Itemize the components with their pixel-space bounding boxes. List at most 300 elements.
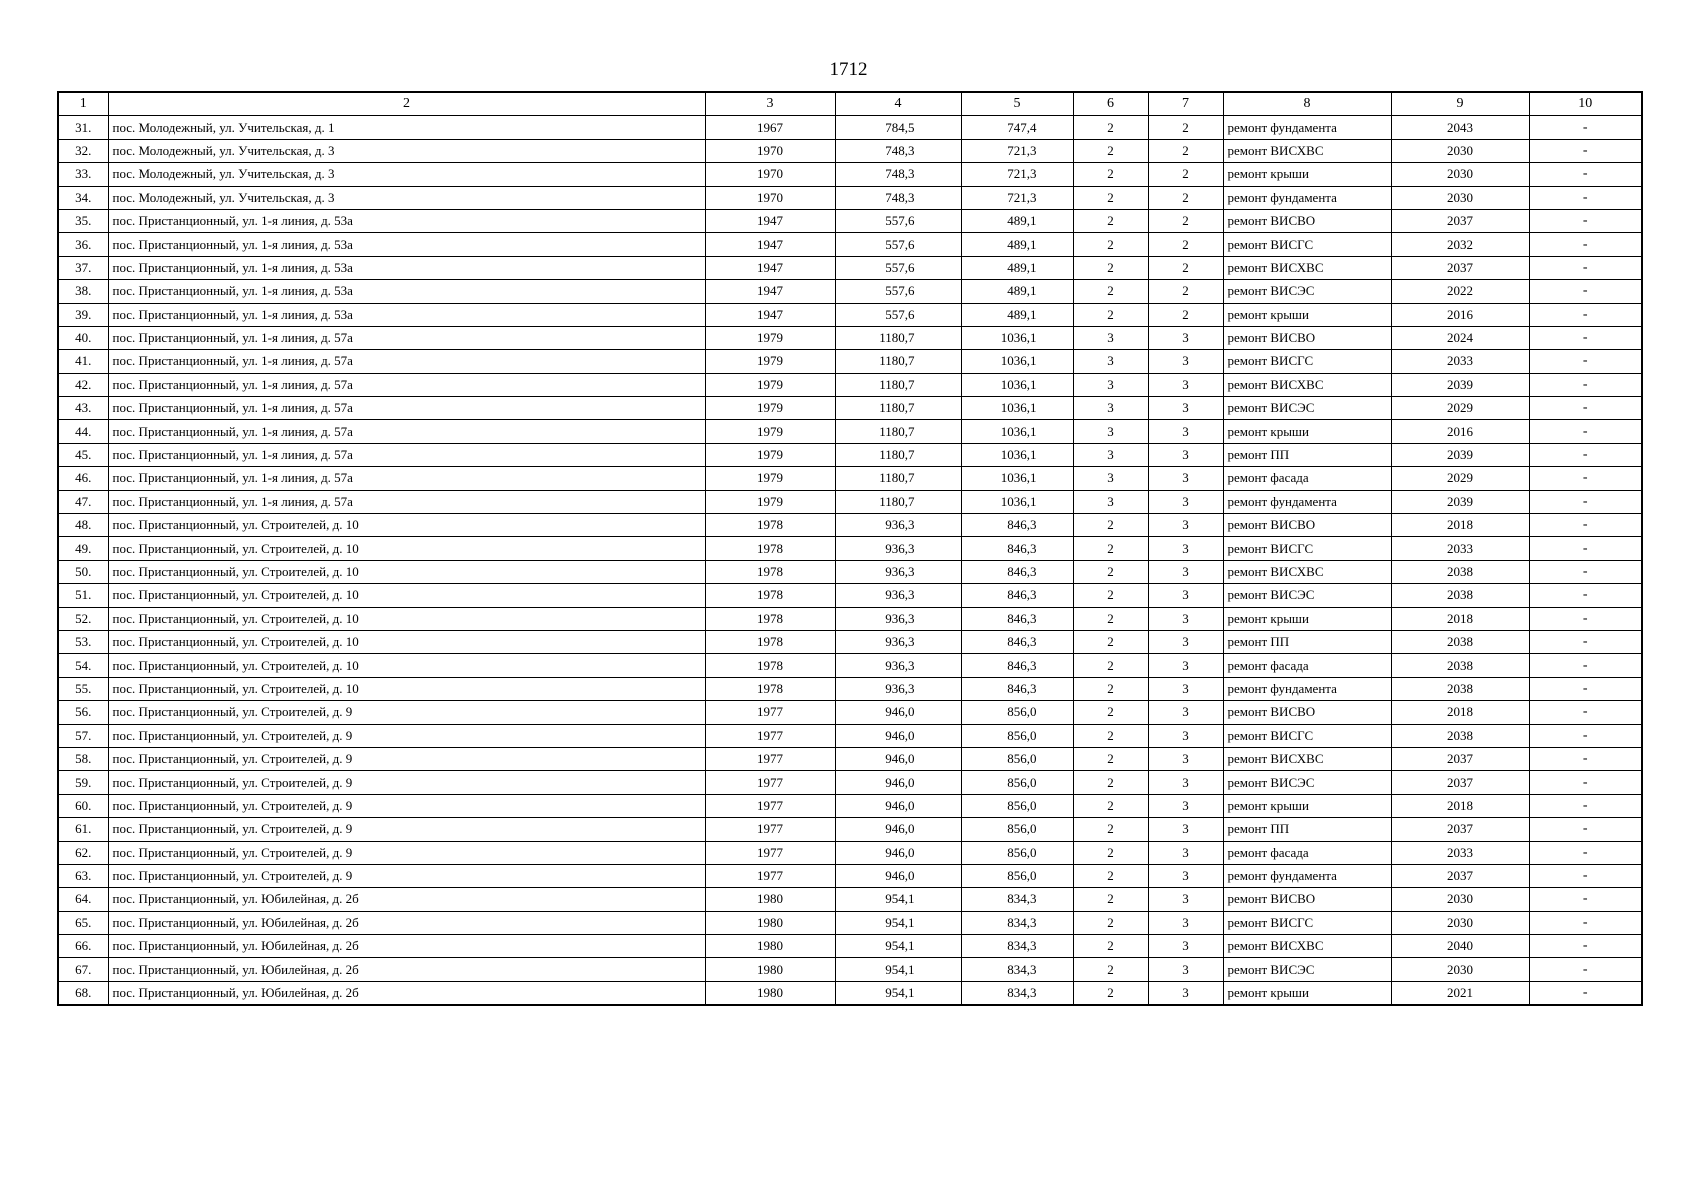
cell-repair-type: ремонт ВИСЭС [1223, 958, 1391, 981]
cell-floors: 2 [1073, 935, 1148, 958]
cell-note: - [1529, 818, 1642, 841]
cell-living-area: 1036,1 [961, 443, 1073, 466]
table-row [58, 186, 1642, 209]
cell-planned-year: 2037 [1391, 209, 1529, 232]
cell-entrances: 2 [1148, 303, 1223, 326]
cell-address: пос. Пристанционный, ул. Строителей, д. 10 [108, 630, 705, 653]
cell-row-number: 51. [58, 584, 108, 607]
cell-total-area: 557,6 [835, 233, 961, 256]
cell-note: - [1529, 443, 1642, 466]
column-header-6: 6 [1073, 92, 1148, 116]
cell-note: - [1529, 280, 1642, 303]
table-row [58, 514, 1642, 537]
table-row [58, 888, 1642, 911]
cell-floors: 2 [1073, 233, 1148, 256]
cell-floors: 2 [1073, 537, 1148, 560]
cell-total-area: 748,3 [835, 186, 961, 209]
cell-floors: 3 [1073, 397, 1148, 420]
cell-address: пос. Пристанционный, ул. 1-я линия, д. 53а [108, 280, 705, 303]
cell-row-number: 35. [58, 209, 108, 232]
cell-address: пос. Пристанционный, ул. Строителей, д. 10 [108, 584, 705, 607]
cell-entrances: 3 [1148, 630, 1223, 653]
cell-floors: 3 [1073, 326, 1148, 349]
cell-living-area: 846,3 [961, 607, 1073, 630]
cell-note: - [1529, 724, 1642, 747]
cell-living-area: 1036,1 [961, 397, 1073, 420]
cell-year-built: 1978 [705, 514, 835, 537]
cell-note: - [1529, 841, 1642, 864]
cell-living-area: 834,3 [961, 935, 1073, 958]
cell-repair-type: ремонт ВИСХВС [1223, 747, 1391, 770]
cell-total-area: 1180,7 [835, 490, 961, 513]
cell-repair-type: ремонт крыши [1223, 607, 1391, 630]
cell-repair-type: ремонт ВИСХВС [1223, 373, 1391, 396]
cell-entrances: 3 [1148, 350, 1223, 373]
cell-planned-year: 2037 [1391, 771, 1529, 794]
cell-year-built: 1979 [705, 373, 835, 396]
cell-entrances: 3 [1148, 935, 1223, 958]
cell-planned-year: 2030 [1391, 888, 1529, 911]
cell-address: пос. Пристанционный, ул. 1-я линия, д. 53а [108, 233, 705, 256]
cell-repair-type: ремонт фундамента [1223, 186, 1391, 209]
cell-entrances: 3 [1148, 771, 1223, 794]
cell-entrances: 3 [1148, 701, 1223, 724]
cell-entrances: 3 [1148, 864, 1223, 887]
cell-repair-type: ремонт ВИСЭС [1223, 584, 1391, 607]
page-number: 1712 [829, 59, 868, 80]
cell-total-area: 936,3 [835, 584, 961, 607]
cell-address: пос. Пристанционный, ул. 1-я линия, д. 57а [108, 397, 705, 420]
table-row [58, 958, 1642, 981]
cell-total-area: 557,6 [835, 303, 961, 326]
cell-address: пос. Пристанционный, ул. Строителей, д. 10 [108, 560, 705, 583]
table-row [58, 537, 1642, 560]
cell-total-area: 557,6 [835, 209, 961, 232]
cell-living-area: 856,0 [961, 747, 1073, 770]
cell-address: пос. Пристанционный, ул. Строителей, д. 9 [108, 724, 705, 747]
table-row [58, 771, 1642, 794]
cell-note: - [1529, 116, 1642, 139]
column-header-9: 9 [1391, 92, 1529, 116]
table-row [58, 864, 1642, 887]
cell-repair-type: ремонт ВИСЭС [1223, 397, 1391, 420]
cell-row-number: 36. [58, 233, 108, 256]
cell-row-number: 38. [58, 280, 108, 303]
cell-address: пос. Пристанционный, ул. Юбилейная, д. 2б [108, 981, 705, 1005]
cell-year-built: 1977 [705, 818, 835, 841]
cell-planned-year: 2030 [1391, 186, 1529, 209]
cell-floors: 2 [1073, 560, 1148, 583]
cell-total-area: 946,0 [835, 747, 961, 770]
cell-planned-year: 2038 [1391, 654, 1529, 677]
cell-address: пос. Пристанционный, ул. Юбилейная, д. 2б [108, 888, 705, 911]
table-body [58, 116, 1642, 1005]
cell-total-area: 1180,7 [835, 326, 961, 349]
cell-planned-year: 2037 [1391, 818, 1529, 841]
cell-living-area: 846,3 [961, 677, 1073, 700]
cell-total-area: 1180,7 [835, 373, 961, 396]
cell-living-area: 856,0 [961, 864, 1073, 887]
cell-floors: 2 [1073, 514, 1148, 537]
cell-note: - [1529, 233, 1642, 256]
cell-repair-type: ремонт ВИСВО [1223, 209, 1391, 232]
cell-row-number: 40. [58, 326, 108, 349]
cell-repair-type: ремонт ПП [1223, 443, 1391, 466]
cell-floors: 2 [1073, 186, 1148, 209]
cell-total-area: 954,1 [835, 935, 961, 958]
table-row [58, 209, 1642, 232]
cell-note: - [1529, 864, 1642, 887]
cell-row-number: 49. [58, 537, 108, 560]
cell-address: пос. Пристанционный, ул. Строителей, д. 10 [108, 654, 705, 677]
cell-note: - [1529, 677, 1642, 700]
cell-row-number: 47. [58, 490, 108, 513]
cell-entrances: 3 [1148, 747, 1223, 770]
cell-floors: 2 [1073, 981, 1148, 1005]
cell-living-area: 721,3 [961, 186, 1073, 209]
cell-planned-year: 2030 [1391, 163, 1529, 186]
cell-floors: 3 [1073, 420, 1148, 443]
cell-row-number: 45. [58, 443, 108, 466]
cell-address: пос. Пристанционный, ул. 1-я линия, д. 57а [108, 467, 705, 490]
cell-repair-type: ремонт фасада [1223, 467, 1391, 490]
cell-living-area: 846,3 [961, 654, 1073, 677]
cell-row-number: 52. [58, 607, 108, 630]
cell-note: - [1529, 654, 1642, 677]
cell-address: пос. Пристанционный, ул. 1-я линия, д. 57а [108, 326, 705, 349]
cell-address: пос. Пристанционный, ул. Строителей, д. 9 [108, 864, 705, 887]
column-header-2: 2 [108, 92, 705, 116]
cell-row-number: 62. [58, 841, 108, 864]
cell-address: пос. Молодежный, ул. Учительская, д. 1 [108, 116, 705, 139]
cell-floors: 2 [1073, 209, 1148, 232]
cell-row-number: 68. [58, 981, 108, 1005]
cell-living-area: 1036,1 [961, 490, 1073, 513]
cell-entrances: 3 [1148, 467, 1223, 490]
header-row [58, 92, 1642, 116]
cell-note: - [1529, 607, 1642, 630]
cell-living-area: 1036,1 [961, 467, 1073, 490]
cell-address: пос. Пристанционный, ул. 1-я линия, д. 57а [108, 373, 705, 396]
cell-year-built: 1980 [705, 888, 835, 911]
cell-entrances: 2 [1148, 116, 1223, 139]
cell-year-built: 1970 [705, 163, 835, 186]
cell-repair-type: ремонт фасада [1223, 654, 1391, 677]
cell-note: - [1529, 537, 1642, 560]
cell-living-area: 489,1 [961, 303, 1073, 326]
cell-repair-type: ремонт ВИСВО [1223, 701, 1391, 724]
table-row [58, 630, 1642, 653]
cell-total-area: 946,0 [835, 864, 961, 887]
cell-planned-year: 2038 [1391, 630, 1529, 653]
column-header-1: 1 [58, 92, 108, 116]
cell-repair-type: ремонт фасада [1223, 841, 1391, 864]
cell-address: пос. Пристанционный, ул. 1-я линия, д. 53а [108, 256, 705, 279]
cell-living-area: 846,3 [961, 560, 1073, 583]
cell-address: пос. Молодежный, ул. Учительская, д. 3 [108, 186, 705, 209]
cell-note: - [1529, 467, 1642, 490]
cell-floors: 2 [1073, 607, 1148, 630]
cell-living-area: 1036,1 [961, 373, 1073, 396]
cell-year-built: 1980 [705, 935, 835, 958]
table-row [58, 677, 1642, 700]
cell-entrances: 2 [1148, 233, 1223, 256]
cell-total-area: 1180,7 [835, 443, 961, 466]
cell-row-number: 43. [58, 397, 108, 420]
cell-total-area: 557,6 [835, 256, 961, 279]
cell-floors: 2 [1073, 747, 1148, 770]
cell-entrances: 2 [1148, 163, 1223, 186]
cell-row-number: 57. [58, 724, 108, 747]
table-row [58, 326, 1642, 349]
cell-year-built: 1977 [705, 747, 835, 770]
cell-year-built: 1979 [705, 420, 835, 443]
cell-address: пос. Пристанционный, ул. 1-я линия, д. 53а [108, 209, 705, 232]
cell-floors: 2 [1073, 794, 1148, 817]
cell-row-number: 50. [58, 560, 108, 583]
table-row [58, 654, 1642, 677]
cell-floors: 2 [1073, 701, 1148, 724]
cell-note: - [1529, 373, 1642, 396]
cell-floors: 2 [1073, 163, 1148, 186]
cell-repair-type: ремонт фундамента [1223, 677, 1391, 700]
cell-living-area: 1036,1 [961, 420, 1073, 443]
cell-floors: 2 [1073, 771, 1148, 794]
cell-row-number: 41. [58, 350, 108, 373]
cell-year-built: 1978 [705, 537, 835, 560]
cell-floors: 2 [1073, 116, 1148, 139]
cell-planned-year: 2024 [1391, 326, 1529, 349]
cell-address: пос. Пристанционный, ул. Юбилейная, д. 2б [108, 958, 705, 981]
cell-planned-year: 2016 [1391, 420, 1529, 443]
table-row [58, 163, 1642, 186]
cell-total-area: 936,3 [835, 677, 961, 700]
cell-row-number: 37. [58, 256, 108, 279]
cell-note: - [1529, 981, 1642, 1005]
table-row [58, 350, 1642, 373]
table-row [58, 490, 1642, 513]
cell-year-built: 1980 [705, 958, 835, 981]
cell-row-number: 64. [58, 888, 108, 911]
cell-note: - [1529, 514, 1642, 537]
cell-planned-year: 2037 [1391, 256, 1529, 279]
cell-year-built: 1978 [705, 677, 835, 700]
cell-repair-type: ремонт ПП [1223, 630, 1391, 653]
table-row [58, 373, 1642, 396]
cell-floors: 2 [1073, 888, 1148, 911]
cell-total-area: 946,0 [835, 771, 961, 794]
cell-living-area: 489,1 [961, 233, 1073, 256]
cell-year-built: 1980 [705, 981, 835, 1005]
cell-note: - [1529, 584, 1642, 607]
cell-planned-year: 2018 [1391, 514, 1529, 537]
table-row [58, 724, 1642, 747]
cell-row-number: 48. [58, 514, 108, 537]
cell-entrances: 3 [1148, 958, 1223, 981]
cell-living-area: 834,3 [961, 958, 1073, 981]
cell-year-built: 1977 [705, 864, 835, 887]
cell-total-area: 954,1 [835, 888, 961, 911]
cell-total-area: 946,0 [835, 818, 961, 841]
cell-living-area: 846,3 [961, 584, 1073, 607]
cell-floors: 2 [1073, 280, 1148, 303]
cell-address: пос. Молодежный, ул. Учительская, д. 3 [108, 139, 705, 162]
cell-year-built: 1947 [705, 233, 835, 256]
cell-planned-year: 2043 [1391, 116, 1529, 139]
cell-living-area: 856,0 [961, 841, 1073, 864]
cell-address: пос. Пристанционный, ул. 1-я линия, д. 57а [108, 420, 705, 443]
cell-repair-type: ремонт фундамента [1223, 864, 1391, 887]
cell-entrances: 3 [1148, 584, 1223, 607]
cell-year-built: 1979 [705, 397, 835, 420]
cell-year-built: 1977 [705, 841, 835, 864]
cell-planned-year: 2039 [1391, 490, 1529, 513]
cell-floors: 3 [1073, 490, 1148, 513]
cell-row-number: 56. [58, 701, 108, 724]
cell-planned-year: 2018 [1391, 794, 1529, 817]
cell-repair-type: ремонт ВИСХВС [1223, 935, 1391, 958]
cell-note: - [1529, 958, 1642, 981]
cell-entrances: 3 [1148, 490, 1223, 513]
cell-row-number: 42. [58, 373, 108, 396]
cell-living-area: 856,0 [961, 701, 1073, 724]
cell-address: пос. Пристанционный, ул. Строителей, д. 9 [108, 771, 705, 794]
cell-entrances: 3 [1148, 607, 1223, 630]
cell-total-area: 748,3 [835, 163, 961, 186]
cell-note: - [1529, 139, 1642, 162]
cell-row-number: 39. [58, 303, 108, 326]
cell-planned-year: 2037 [1391, 864, 1529, 887]
cell-living-area: 489,1 [961, 209, 1073, 232]
cell-planned-year: 2030 [1391, 911, 1529, 934]
cell-planned-year: 2038 [1391, 677, 1529, 700]
cell-living-area: 489,1 [961, 256, 1073, 279]
cell-repair-type: ремонт ВИСЭС [1223, 280, 1391, 303]
cell-planned-year: 2038 [1391, 560, 1529, 583]
cell-row-number: 59. [58, 771, 108, 794]
cell-row-number: 58. [58, 747, 108, 770]
cell-year-built: 1979 [705, 490, 835, 513]
cell-repair-type: ремонт ВИСГС [1223, 233, 1391, 256]
table-row [58, 607, 1642, 630]
cell-entrances: 3 [1148, 654, 1223, 677]
cell-floors: 2 [1073, 256, 1148, 279]
cell-row-number: 54. [58, 654, 108, 677]
cell-planned-year: 2040 [1391, 935, 1529, 958]
cell-repair-type: ремонт ВИСВО [1223, 326, 1391, 349]
cell-address: пос. Пристанционный, ул. 1-я линия, д. 57а [108, 490, 705, 513]
column-header-3: 3 [705, 92, 835, 116]
cell-total-area: 1180,7 [835, 420, 961, 443]
cell-entrances: 3 [1148, 443, 1223, 466]
cell-planned-year: 2029 [1391, 397, 1529, 420]
cell-repair-type: ремонт ПП [1223, 818, 1391, 841]
cell-year-built: 1977 [705, 701, 835, 724]
cell-planned-year: 2039 [1391, 443, 1529, 466]
cell-floors: 2 [1073, 677, 1148, 700]
cell-address: пос. Молодежный, ул. Учительская, д. 3 [108, 163, 705, 186]
cell-year-built: 1970 [705, 186, 835, 209]
cell-row-number: 55. [58, 677, 108, 700]
cell-note: - [1529, 490, 1642, 513]
cell-total-area: 936,3 [835, 514, 961, 537]
cell-planned-year: 2038 [1391, 584, 1529, 607]
cell-year-built: 1977 [705, 794, 835, 817]
cell-entrances: 3 [1148, 981, 1223, 1005]
cell-entrances: 3 [1148, 888, 1223, 911]
cell-planned-year: 2030 [1391, 139, 1529, 162]
cell-year-built: 1947 [705, 280, 835, 303]
cell-address: пос. Пристанционный, ул. Строителей, д. 9 [108, 841, 705, 864]
cell-year-built: 1979 [705, 443, 835, 466]
cell-planned-year: 2033 [1391, 841, 1529, 864]
cell-total-area: 1180,7 [835, 467, 961, 490]
cell-entrances: 3 [1148, 514, 1223, 537]
table-row [58, 256, 1642, 279]
cell-floors: 2 [1073, 864, 1148, 887]
table-row [58, 747, 1642, 770]
cell-note: - [1529, 186, 1642, 209]
cell-note: - [1529, 560, 1642, 583]
cell-row-number: 60. [58, 794, 108, 817]
cell-year-built: 1977 [705, 724, 835, 747]
column-header-8: 8 [1223, 92, 1391, 116]
cell-total-area: 784,5 [835, 116, 961, 139]
cell-year-built: 1947 [705, 209, 835, 232]
cell-row-number: 61. [58, 818, 108, 841]
cell-note: - [1529, 256, 1642, 279]
cell-planned-year: 2018 [1391, 701, 1529, 724]
column-header-4: 4 [835, 92, 961, 116]
cell-entrances: 2 [1148, 186, 1223, 209]
cell-repair-type: ремонт крыши [1223, 794, 1391, 817]
cell-total-area: 954,1 [835, 958, 961, 981]
cell-floors: 2 [1073, 630, 1148, 653]
cell-note: - [1529, 630, 1642, 653]
cell-repair-type: ремонт ВИСГС [1223, 724, 1391, 747]
table-row [58, 397, 1642, 420]
cell-floors: 2 [1073, 911, 1148, 934]
table-row [58, 233, 1642, 256]
cell-total-area: 954,1 [835, 981, 961, 1005]
cell-planned-year: 2032 [1391, 233, 1529, 256]
cell-repair-type: ремонт фундамента [1223, 116, 1391, 139]
cell-repair-type: ремонт ВИСВО [1223, 514, 1391, 537]
cell-note: - [1529, 420, 1642, 443]
cell-row-number: 46. [58, 467, 108, 490]
cell-total-area: 1180,7 [835, 350, 961, 373]
cell-floors: 2 [1073, 841, 1148, 864]
table-row [58, 911, 1642, 934]
cell-living-area: 834,3 [961, 888, 1073, 911]
cell-repair-type: ремонт фундамента [1223, 490, 1391, 513]
cell-repair-type: ремонт ВИСХВС [1223, 560, 1391, 583]
cell-note: - [1529, 747, 1642, 770]
cell-floors: 2 [1073, 818, 1148, 841]
cell-planned-year: 2018 [1391, 607, 1529, 630]
cell-total-area: 748,3 [835, 139, 961, 162]
cell-entrances: 3 [1148, 373, 1223, 396]
cell-planned-year: 2016 [1391, 303, 1529, 326]
cell-note: - [1529, 350, 1642, 373]
cell-living-area: 834,3 [961, 981, 1073, 1005]
cell-floors: 3 [1073, 350, 1148, 373]
cell-living-area: 834,3 [961, 911, 1073, 934]
cell-year-built: 1978 [705, 584, 835, 607]
table-row [58, 420, 1642, 443]
cell-total-area: 936,3 [835, 630, 961, 653]
cell-total-area: 946,0 [835, 841, 961, 864]
